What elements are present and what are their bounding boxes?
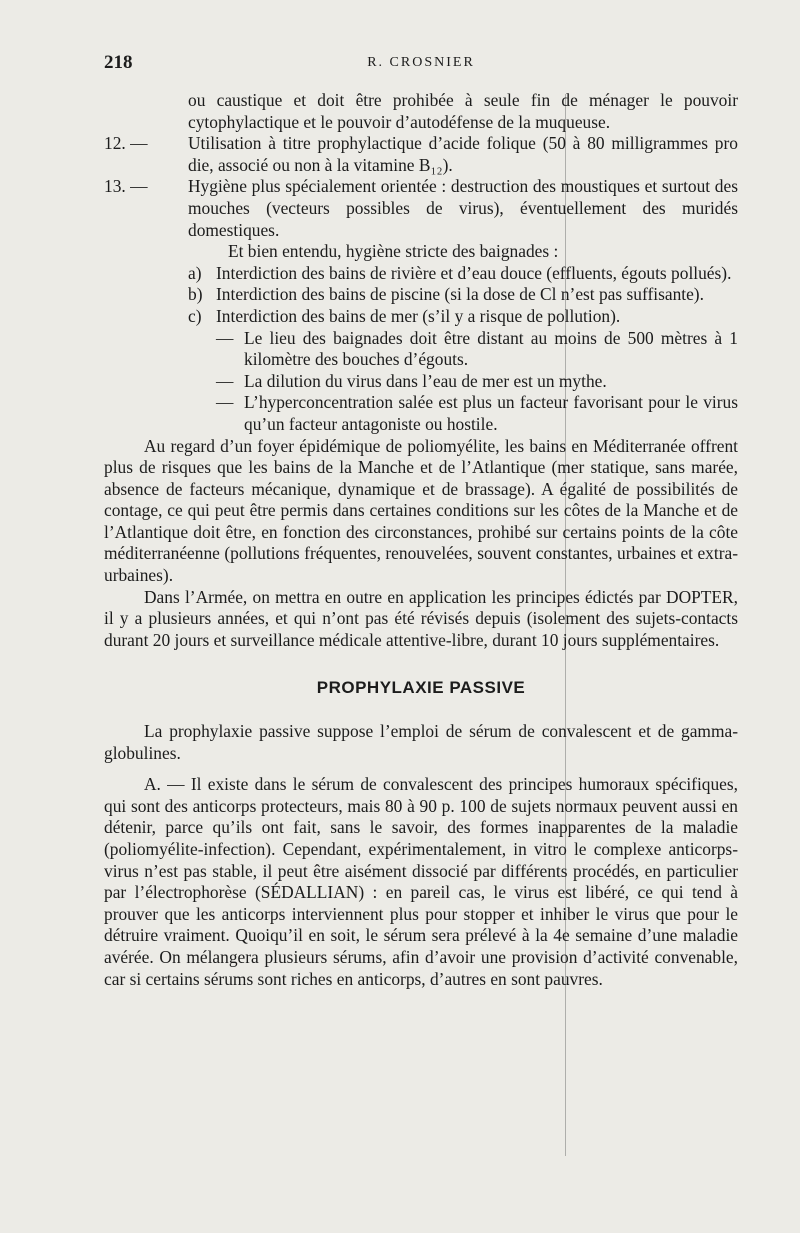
paragraph-passive: La prophylaxie passive suppose l’emploi de sérum de convalescent et de gamma-globulines. xyxy=(104,721,738,763)
item-letter: a) xyxy=(188,262,202,283)
dash-item-1 xyxy=(104,328,738,371)
item-number: 12. — xyxy=(104,133,148,154)
dash-item-3 xyxy=(104,392,738,435)
list-item-12 xyxy=(104,133,738,176)
item-text: Utilisation à titre prophylactique d’acide folique (50 à 80 milligrammes pro die, associé ou non à la vitamine B₁₂). xyxy=(188,133,738,175)
paragraph-foyer: Au regard d’un foyer épidémique de poliomyélite, les bains en Méditerranée offrent plus de risques que les bains de la Manche et de l’Atlantique (mer statique, sans marée, absence de facteurs mécanique, dynamique et de brassage). A égalité de possibilités de contage, ce qui peut être permis dans certaines conditions sur les côtes de la Manche et de l’Atlantique doit être, en fonction des circonstances, prohibé sur certains points de la côte méditerranéenne (pollutions fréquentes, renouvelées, souvent constantes, urbaines et extra-urbaines). xyxy=(104,435,738,586)
list-item-c xyxy=(104,306,738,328)
item-text: Hygiène plus spécialement orientée : destruction des moustiques et surtout des mouches (vecteurs possibles de virus), éventuellement des muridés domestiques. xyxy=(188,176,738,240)
list-item-13 xyxy=(104,176,738,241)
section-heading: PROPHYLAXIE PASSIVE xyxy=(316,678,526,698)
dash-item-2 xyxy=(104,371,738,393)
baths-intro: Et bien entendu, hygiène stricte des baignades : xyxy=(228,241,559,262)
item-letter: c) xyxy=(188,305,202,326)
paragraph-A: A. — Il existe dans le sérum de convalescent des principes humoraux spécifiques, qui sont des anticorps protecteurs, mais 80 à 90 p. 100 de sujets normaux peuvent aussi en détenir, parce qu’ils ont fait, sans le savoir, des formes inapparentes de la maladie (poliomyélite-infection). Cependant, expérimentalement, in vitro le complexe anticorps-virus n’est pas stable, il peut être aisément dissocié par différents procédés, en particulier par l’électrophorèse (SÉDALLIAN) : en pareil cas, le virus est libéré, ce qui tend à prouver que les anticorps interviennent plus pour stopper et inhiber le virus que pour le détruire vraiment. Quoiqu’il en soit, le sérum sera prélevé à la 4e semaine d’une maladie avérée. On mélangera plusieurs sérums, afin d’avoir une provision d’activité convenable, car si certains sérums sont riches en anticorps, d’autres en sont pauvres. xyxy=(104,774,738,989)
running-head xyxy=(104,52,738,76)
continued-paragraph: ou caustique et doit être prohibée à seule fin de ménager le pouvoir cytophylactique et le pouvoir d’autodéfense de la muqueuse. xyxy=(188,90,738,132)
dash-mark: — xyxy=(216,370,234,391)
item-letter: b) xyxy=(188,284,203,305)
dash-mark: — xyxy=(216,327,234,348)
running-title: R. CROSNIER xyxy=(367,55,475,70)
item-text: Le lieu des baignades doit être distant au moins de 500 mètres à 1 kilomètre des bouches d’égouts. xyxy=(244,327,738,370)
page-body xyxy=(104,90,738,990)
item-number: 13. — xyxy=(104,176,148,197)
item-text: L’hyperconcentration salée est plus un facteur favorisant pour le virus qu’un facteur antagoniste ou hostile. xyxy=(244,392,738,434)
paragraph-armee: Dans l’Armée, on mettra en outre en application les principes édictés par DOPTER, il y a plusieurs années, et qui n’ont pas été révisés depuis (isolement des sujets-contacts durant 20 jours et surveillance médicale attentive-libre, durant 10 jours supplémentaires. xyxy=(104,586,738,650)
item-text: Interdiction des bains de mer (s’il y a risque de pollution). xyxy=(216,305,621,326)
item-text: Interdiction des bains de rivière et d’eau douce (effluents, égouts pollués). xyxy=(216,262,732,283)
item-text: La dilution du virus dans l’eau de mer est un mythe. xyxy=(244,370,607,391)
page-number: 218 xyxy=(104,52,133,73)
dash-mark: — xyxy=(216,392,234,413)
item-text: Interdiction des bains de piscine (si la dose de Cl n’est pas suffisante). xyxy=(216,284,704,305)
list-item-a xyxy=(104,263,738,285)
list-item-b xyxy=(104,284,738,306)
